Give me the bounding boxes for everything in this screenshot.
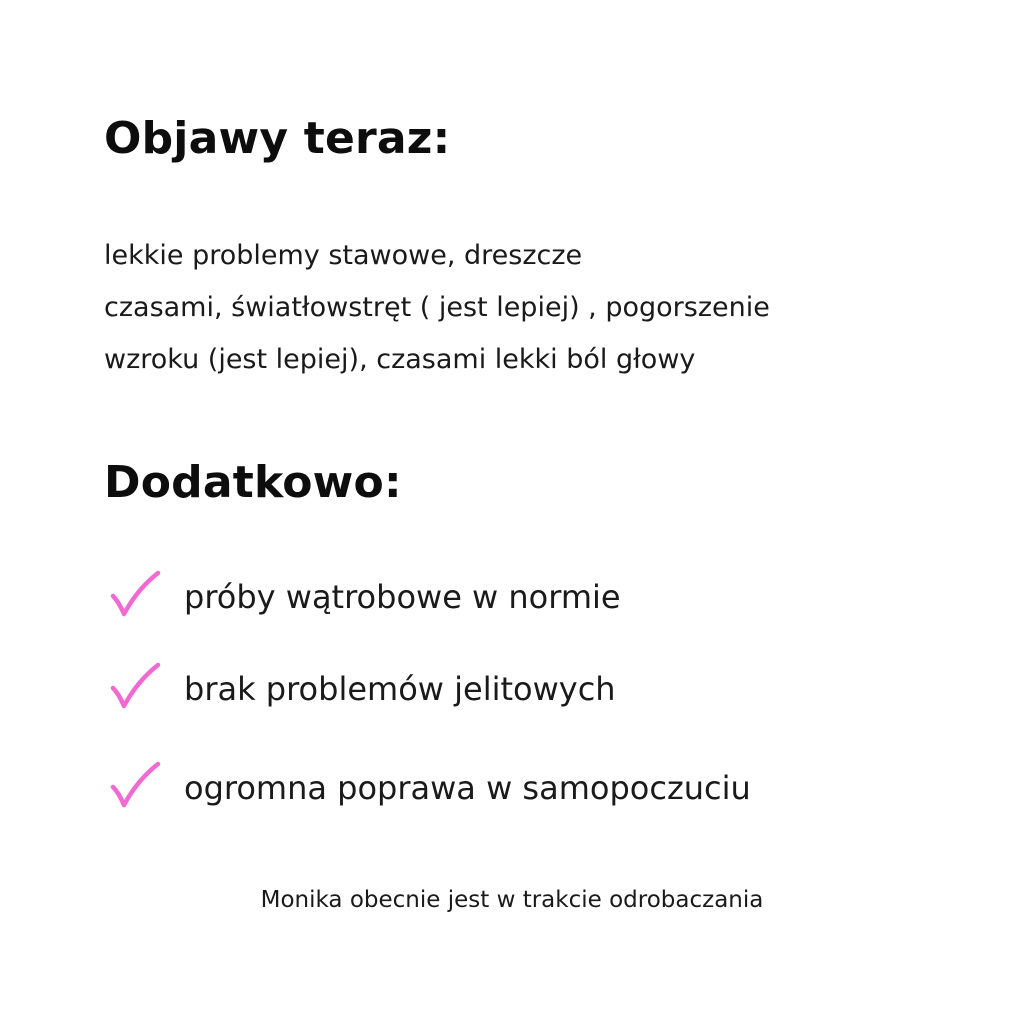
additional-heading: Dodatkowo: <box>104 457 402 508</box>
checkmark-icon <box>108 760 164 816</box>
check-list-item <box>108 661 968 721</box>
footer-note: Monika obecnie jest w trakcie odrobaczania <box>260 887 764 913</box>
check-list-item <box>108 760 968 820</box>
checkmark-icon <box>108 661 164 717</box>
symptoms-line: czasami, światłowstręt ( jest lepiej) , pogorszenie <box>104 292 770 323</box>
symptoms-line: lekkie problemy stawowe, dreszcze <box>104 240 583 271</box>
check-list-label: ogromna poprawa w samopoczuciu <box>184 769 751 807</box>
check-list-label: próby wątrobowe w normie <box>184 578 621 616</box>
check-list-label: brak problemów jelitowych <box>184 670 616 708</box>
symptoms-heading: Objawy teraz: <box>104 113 451 164</box>
check-list-item <box>108 569 968 629</box>
symptoms-line: wzroku (jest lepiej), czasami lekki ból głowy <box>104 344 696 375</box>
symptoms-text <box>104 230 924 386</box>
checkmark-icon <box>108 569 164 625</box>
